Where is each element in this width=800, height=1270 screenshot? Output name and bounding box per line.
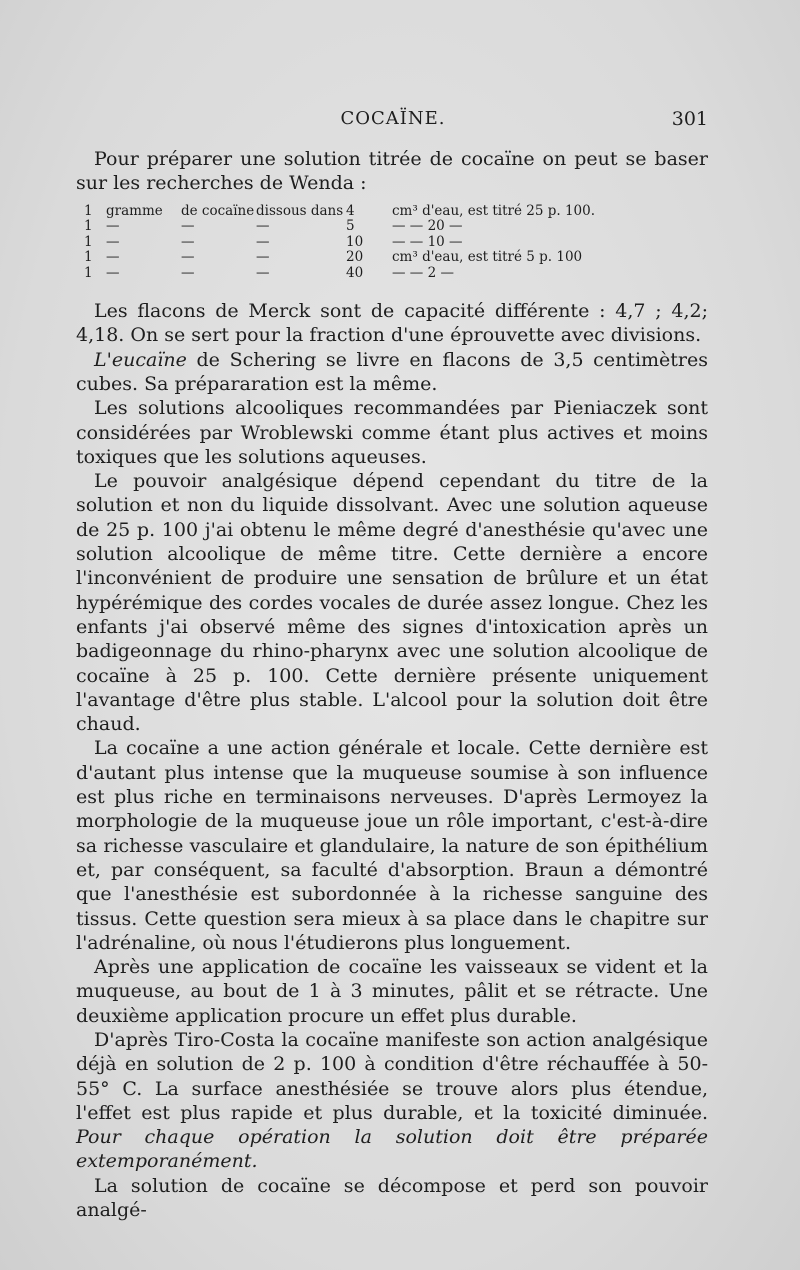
intro-paragraph: Pour préparer une solution titrée de cocaïne on peut se baser sur les recherches de Wenda : bbox=[76, 148, 708, 195]
wenda-row bbox=[84, 250, 708, 266]
wenda-unit: — bbox=[106, 264, 120, 281]
paragraph-eucaine bbox=[76, 348, 708, 397]
paragraph-alcooliques: Les solutions alcooliques recommandées par Pieniaczek sont considérées par Wroblewski comme étant plus actives et moins toxiques que les solutions aqueuses. bbox=[76, 397, 708, 468]
tiro-costa-italic: Pour chaque opération la solution doit être préparée extemporanément. bbox=[76, 1126, 708, 1173]
wenda-verb: — bbox=[256, 264, 270, 281]
wenda-substance: — bbox=[181, 264, 195, 281]
running-title: COCAÏNE. bbox=[340, 108, 446, 129]
wenda-rest: — — 2 — bbox=[392, 264, 454, 281]
eucaine-italic: L'eucaïne bbox=[94, 348, 187, 371]
wenda-rest: — — 20 — bbox=[392, 218, 463, 235]
wenda-row bbox=[84, 219, 708, 235]
running-header bbox=[78, 108, 708, 134]
wenda-qty: 1 bbox=[84, 264, 93, 281]
page-number: 301 bbox=[671, 108, 708, 130]
wenda-qty: 1 bbox=[84, 218, 93, 235]
wenda-rest: — — 10 — bbox=[392, 233, 463, 250]
paragraph-tiro-costa bbox=[76, 1028, 708, 1174]
wenda-rest: cm³ d'eau, est titré 5 p. 100 bbox=[392, 249, 583, 266]
wenda-substance: — bbox=[181, 218, 195, 235]
wenda-rest: cm³ d'eau, est titré 25 p. 100. bbox=[392, 202, 596, 219]
wenda-amount: 40 bbox=[346, 264, 364, 281]
wenda-dilution-table bbox=[76, 204, 708, 282]
page-body bbox=[76, 147, 708, 1222]
paragraph-merck: Les flacons de Merck sont de capacité différente : 4,7 ; 4,2; 4,18. On se sert pour la fraction d'une éprouvette avec divisions. bbox=[76, 300, 708, 347]
paragraph-application: Après une application de cocaïne les vaisseaux se vident et la muqueuse, au bout de 1 à 3 minutes, pâlit et se rétracte. Une deuxième application procure un effet plus durable. bbox=[76, 956, 708, 1027]
wenda-verb: — bbox=[256, 249, 270, 266]
wenda-amount: 5 bbox=[346, 218, 355, 235]
wenda-verb: dissous dans bbox=[256, 202, 344, 219]
wenda-qty: 1 bbox=[84, 202, 93, 219]
wenda-row bbox=[84, 204, 708, 220]
paragraph-decomposition: La solution de cocaïne se décompose et perd son pouvoir analgé- bbox=[76, 1174, 708, 1222]
wenda-substance: — bbox=[181, 233, 195, 250]
wenda-qty: 1 bbox=[84, 233, 93, 250]
wenda-unit: — bbox=[106, 218, 120, 235]
wenda-verb: — bbox=[256, 233, 270, 250]
wenda-amount: 4 bbox=[346, 202, 355, 219]
wenda-row bbox=[84, 235, 708, 251]
wenda-qty: 1 bbox=[84, 249, 93, 266]
wenda-verb: — bbox=[256, 218, 270, 235]
wenda-amount: 20 bbox=[346, 249, 364, 266]
wenda-unit: gramme bbox=[106, 202, 163, 219]
wenda-amount: 10 bbox=[346, 233, 364, 250]
eucaine-text: de Schering se livre en flacons de 3,5 centimètres cubes. Sa prépararation est la même. bbox=[76, 348, 708, 395]
wenda-row bbox=[84, 266, 708, 282]
tiro-costa-text: D'après Tiro-Costa la cocaïne manifeste son action analgésique déjà en solution de 2 p. 100 à condition d'être réchauffée à 50-55° C. La surface anesthésiée se trouve alors plus étendue, l'effet est plus rapide et plus durable, et la toxicité diminuée. bbox=[76, 1029, 708, 1124]
wenda-substance: de cocaïne bbox=[181, 202, 255, 219]
paragraph-action-generale: La cocaïne a une action générale et locale. Cette dernière est d'autant plus intense que la muqueuse soumise à son influence est plus riche en terminaisons nerveuses. D'après Lermoyez la morphologie de la muqueuse joue un rôle important, c'est-à-dire sa richesse vasculaire et glandulaire, la nature de son épithélium et, par conséquent, sa faculté d'absorption. Braun a démontré que l'anesthésie est subordonnée à la richesse sanguine des tissus. Cette question sera mieux à sa place dans le chapitre sur l'adrénaline, où nous l'étudierons plus longuement. bbox=[76, 737, 708, 954]
wenda-unit: — bbox=[106, 233, 120, 250]
wenda-unit: — bbox=[106, 249, 120, 266]
wenda-substance: — bbox=[181, 249, 195, 266]
paragraph-pouvoir-analgesique: Le pouvoir analgésique dépend cependant du titre de la solution et non du liquide dissolvant. Avec une solution aqueuse de 25 p. 100 j'ai obtenu le même degré d'anesthésie qu'avec une solution alcoolique de même titre. Cette dernière a encore l'inconvénient de produire une sensation de brûlure et un état hypérémique des cordes vocales de durée assez longue. Chez les enfants j'ai observé même des signes d'intoxication après un badigeonnage du rhino-pharynx avec une solution alcoolique de cocaïne à 25 p. 100. Cette dernière présente uniquement l'avantage d'être plus stable. L'alcool pour la solution doit être chaud. bbox=[76, 470, 708, 736]
